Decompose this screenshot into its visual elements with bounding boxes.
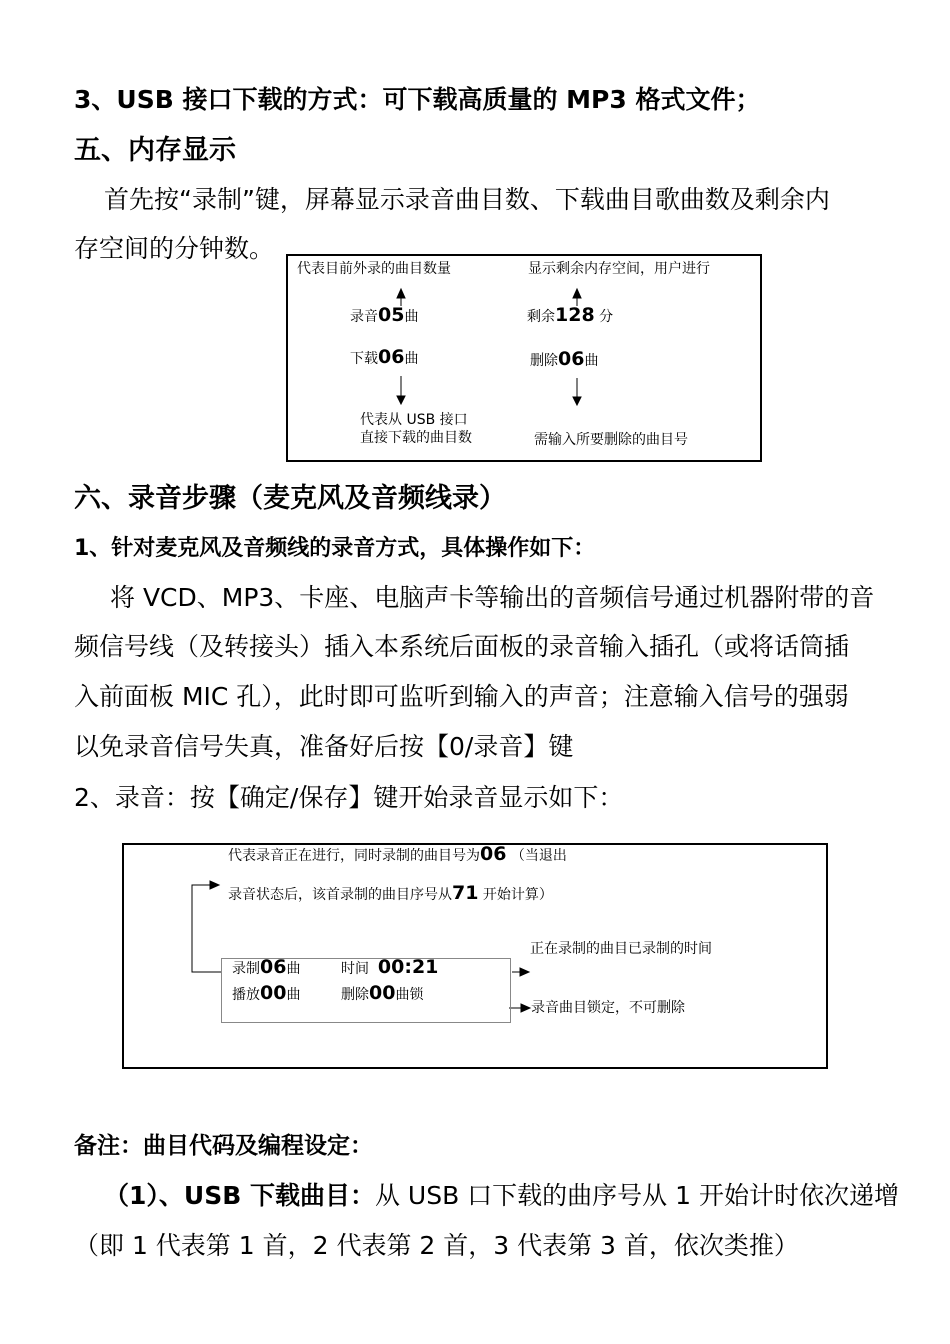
step-2-line: 2、录音：按【确定/保存】键开始录音显示如下：: [74, 783, 624, 812]
heading-recording-steps: 六、录音步骤（麦克风及音频线录）: [74, 483, 506, 514]
memory-paragraph-line-2: 存空间的分钟数。: [74, 234, 275, 263]
usb-download-line: 3、USB 接口下载的方式：可下载高质量的 MP3 格式文件；: [74, 85, 761, 114]
recording-track-note-line-1: 代表录音正在进行，同时录制的曲目号为06 （当退出: [228, 843, 567, 865]
step-1-title: 1、针对麦克风及音频线的录音方式，具体操作如下：: [74, 536, 596, 561]
playback-track-readout: 播放00曲: [232, 982, 301, 1004]
remaining-space-note: 显示剩余内存空间，用户进行: [528, 261, 710, 277]
remaining-minutes-readout: 剩余128 分: [527, 304, 614, 326]
down-arrowhead-left: [397, 396, 405, 404]
recording-time-readout: 时间 00:21: [341, 956, 439, 978]
recording-display-diagram: [122, 843, 828, 1069]
up-arrowhead-right: [573, 289, 581, 298]
recording-track-note-line-2: 录音状态后，该首录制的曲目序号从71 开始计算）: [228, 882, 553, 904]
remark-item-1: （1）、USB 下载曲目：从 USB 口下载的曲序号从 1 开始计时依次递增: [104, 1181, 899, 1210]
heading-memory-display: 五、内存显示: [74, 135, 236, 166]
recording-paragraph-line-1: 将 VCD、MP3、卡座、电脑声卡等输出的音频信号通过机器附带的音: [110, 583, 875, 612]
recording-paragraph-line-2: 频信号线（及转接头）插入本系统后面板的录音输入插孔（或将话筒插: [74, 632, 850, 661]
track-locked-note: 录音曲目锁定，不可删除: [531, 1000, 685, 1016]
delete-input-note: 需输入所要删除的曲目号: [534, 432, 688, 448]
usb-download-note-line-2: 直接下载的曲目数: [360, 430, 472, 446]
recording-paragraph-line-4: 以免录音信号失真，准备好后按【0/录音】键: [74, 732, 574, 761]
recording-track-readout: 录制06曲: [232, 956, 301, 978]
download-count-readout: 下载06曲: [350, 346, 419, 368]
usb-download-note-line-1: 代表从 USB 接口: [360, 412, 468, 428]
remark-item-1-line-2: （即 1 代表第 1 首，2 代表第 2 首，3 代表第 3 首，依次类推）: [74, 1231, 799, 1260]
remark-title: 备注：曲目代码及编程设定：: [74, 1133, 373, 1159]
elapsed-time-note: 正在录制的曲目已录制的时间: [530, 941, 712, 957]
delete-lock-readout: 删除00曲锁: [341, 982, 424, 1004]
delete-number-readout: 删除06曲: [530, 348, 599, 370]
recorded-count-note: 代表目前外录的曲目数量: [297, 261, 451, 277]
down-arrowhead-right: [573, 397, 581, 405]
up-arrowhead-left: [397, 289, 405, 298]
memory-paragraph-line-1: 首先按“录制”键，屏幕显示录音曲目数、下载曲目歌曲数及剩余内: [104, 185, 830, 214]
record-count-readout: 录音05曲: [350, 304, 419, 326]
recording-paragraph-line-3: 入前面板 MIC 孔），此时即可监听到输入的声音；注意输入信号的强弱: [74, 682, 849, 711]
